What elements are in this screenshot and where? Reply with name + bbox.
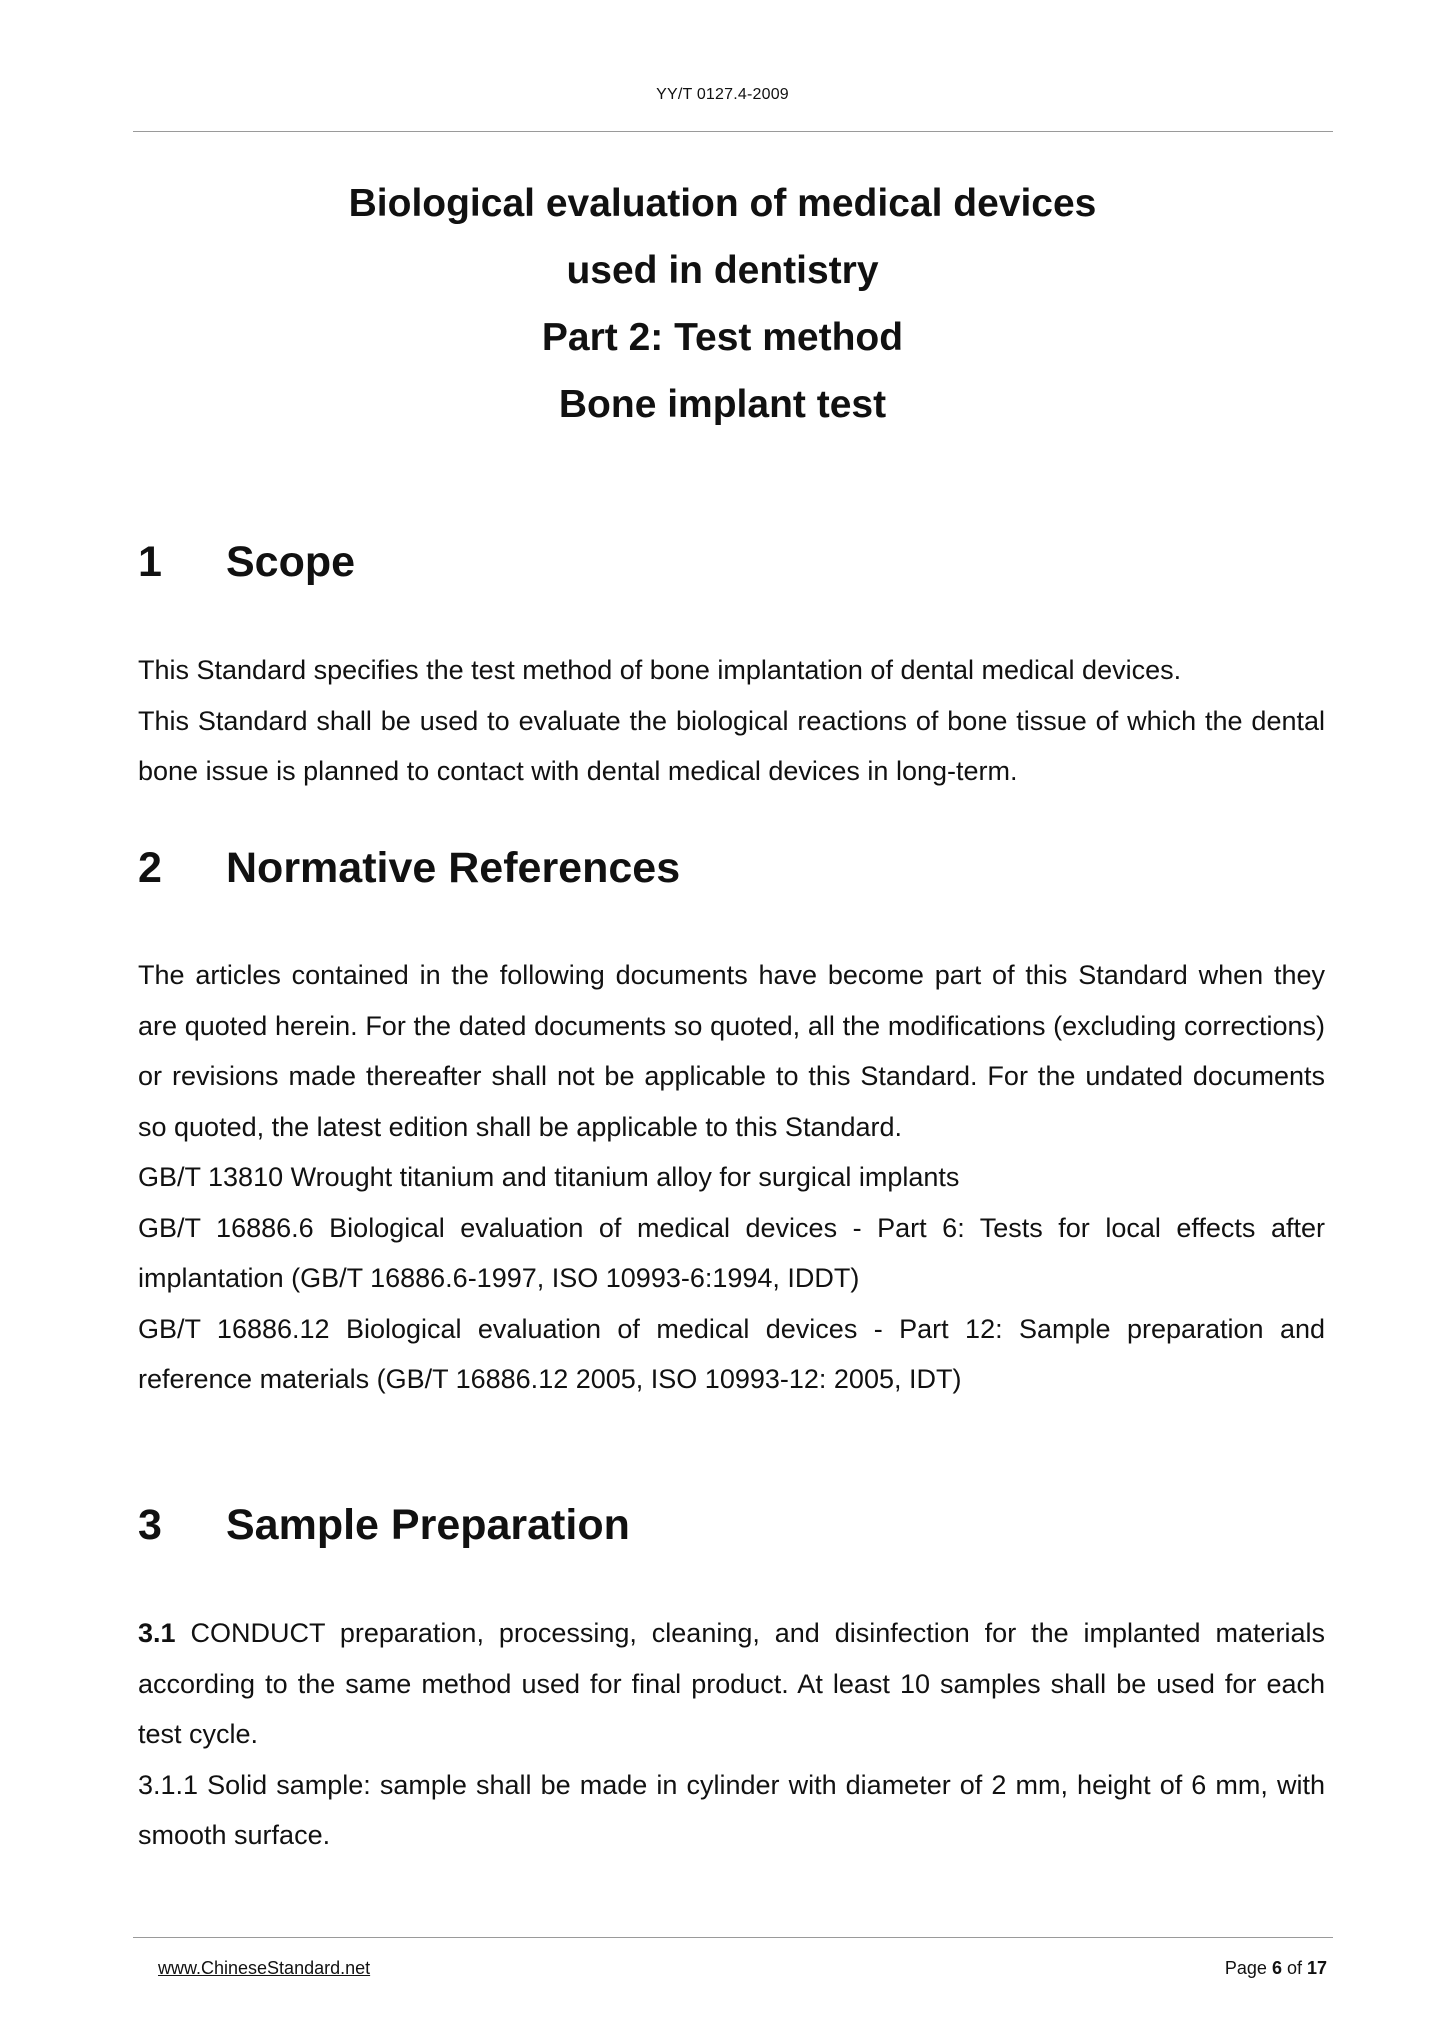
scope-body: [138, 645, 1325, 797]
sample-preparation-body: [138, 1608, 1325, 1861]
clause-text: CONDUCT preparation, processing, cleaning, and disinfection for the implanted materials according to the same method used for final product. At least 10 samples shall be used for each test cycle.: [138, 1618, 1325, 1749]
section-number: 3: [138, 1501, 162, 1549]
section-heading-normative-references: [138, 838, 680, 898]
header-divider: [133, 131, 1333, 132]
paragraph: This Standard shall be used to evaluate the biological reactions of bone tissue of which the dental bone issue is planned to contact with dental medical devices in long-term.: [138, 705, 1325, 786]
page-current: 6: [1271, 1958, 1282, 1978]
title-line: Bone implant test: [558, 383, 887, 426]
page-prefix: Page: [1224, 1958, 1272, 1978]
normative-references-body: [138, 950, 1325, 1405]
section-title: Sample Preparation: [226, 1501, 630, 1549]
section-number: 2: [138, 844, 162, 892]
section-title: Scope: [226, 538, 356, 586]
footer-divider: [133, 1937, 1333, 1938]
section-number: 1: [138, 538, 162, 586]
paragraph: This Standard specifies the test method of bone implantation of dental medical devices.: [138, 655, 1182, 685]
title-line: used in dentistry: [566, 249, 879, 292]
standard-code-header: YY/T 0127.4-2009: [656, 86, 789, 103]
clause-3-1: [138, 1608, 1325, 1760]
page-number: [1225, 1958, 1327, 1979]
reference-item: GB/T 13810 Wrought titanium and titanium alloy for surgical implants: [138, 1162, 960, 1192]
paragraph: The articles contained in the following documents have become part of this Standard when they are quoted herein. For the dated documents so quoted, all the modifications (excluding corrections) or revisions made thereafter shall not be applicable to this Standard. For the undated documents so quoted, the latest edition shall be applicable to this Standard.: [138, 960, 1325, 1142]
page-total: 17: [1306, 1958, 1327, 1978]
clause-3-1-1: 3.1.1 Solid sample: sample shall be made in cylinder with diameter of 2 mm, height of 6 mm, with smooth surface.: [138, 1769, 1325, 1850]
title-line: Part 2: Test method: [541, 316, 904, 359]
reference-item: GB/T 16886.12 Biological evaluation of medical devices - Part 12: Sample preparation and reference materials (GB/T 16886.12 2005, ISO 10993-12: 2005, IDT): [138, 1313, 1325, 1394]
page-of: of: [1281, 1958, 1307, 1978]
title-line: Biological evaluation of medical devices: [348, 182, 1097, 225]
document-title: [0, 170, 1445, 438]
website-link[interactable]: www.ChineseStandard.net: [158, 1958, 371, 1978]
section-heading-scope: [138, 532, 355, 592]
section-heading-sample-preparation: [138, 1495, 630, 1555]
clause-number: 3.1: [138, 1618, 176, 1648]
reference-item: GB/T 16886.6 Biological evaluation of medical devices - Part 6: Tests for local effects after implantation (GB/T 16886.6-1997, ISO 10993-6:1994, IDDT): [138, 1212, 1325, 1293]
section-title: Normative References: [226, 844, 681, 892]
